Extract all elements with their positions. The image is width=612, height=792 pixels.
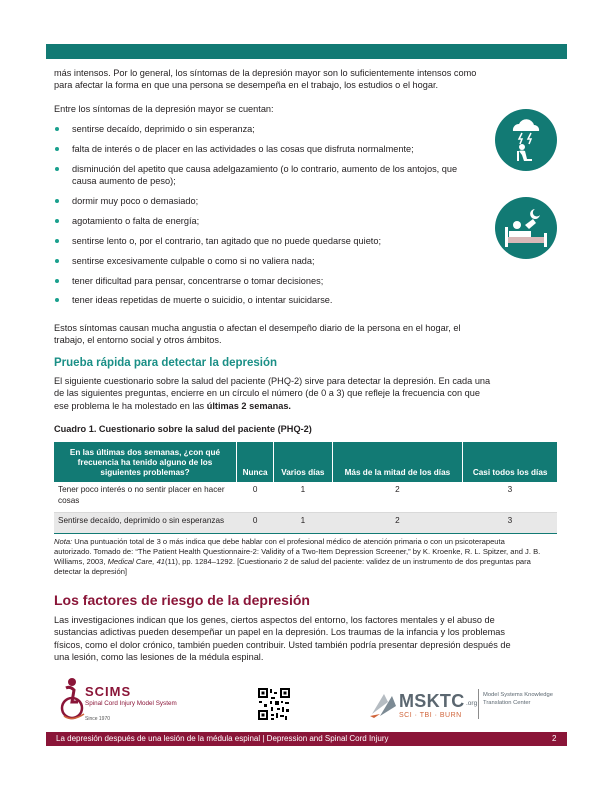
storm-cloud-sad-person-icon xyxy=(495,109,557,171)
list-item: tener ideas repetidas de muerte o suicidio, o intentar suicidarse. xyxy=(54,294,484,306)
bullet-dot xyxy=(55,199,59,203)
score-cell: 0 xyxy=(237,482,274,513)
scims-since: Since 1970 xyxy=(85,716,111,722)
score-cell: 0 xyxy=(237,513,274,534)
logo-divider xyxy=(478,689,479,719)
score-cell: 1 xyxy=(274,513,332,534)
question-cell: Sentirse decaído, deprimido o sin esperanzas xyxy=(54,513,237,534)
score-cell: 2 xyxy=(332,482,463,513)
screening-heading: Prueba rápida para detectar la depresión xyxy=(54,357,278,369)
list-item: sentirse lento o, por el contrario, tan agitado que no puede quedarse quieto; xyxy=(54,235,484,247)
table-note: Nota: Una puntuación total de 3 o más indica que debe hablar con el profesional médico de atención primaria o con un psicoterapeuta autorizado. Tomado de: “The Patient Health Questionnaire-2: Validity of a Two-Item Depression Screener,” by K. Kroenke, R. L. Spitzer, and J. B. Williams, 2003, Medical Care, 41(11), pp. 1284–1292. [Cuestionario 2 de salud del paciente: validez de un instrumento de dos preguntas para detectar la depresión] xyxy=(54,537,541,576)
risk-factors-heading: Los factores de riesgo de la depresión xyxy=(54,592,310,608)
msktc-logo-icon xyxy=(368,686,400,720)
column-header: Nunca xyxy=(237,442,274,482)
bullet-dot xyxy=(55,219,59,223)
question-cell: Tener poco interés o no sentir placer en hacer cosas xyxy=(54,482,237,513)
qr-code-icon xyxy=(257,687,291,721)
bullet-dot xyxy=(55,298,59,302)
table-title: Cuadro 1. Cuestionario sobre la salud del paciente (PHQ-2) xyxy=(54,424,312,434)
table-row xyxy=(54,513,557,534)
bullet-dot xyxy=(55,239,59,243)
list-item: dormir muy poco o demasiado; xyxy=(54,195,484,207)
list-item: tener dificultad para pensar, concentrarse o tomar decisiones; xyxy=(54,275,484,287)
symptoms-summary: Estos síntomas causan mucha angustia o afectan el desempeño diario de la persona en el hogar, el trabajo, el entorno social y otros ámbitos. xyxy=(54,323,461,346)
score-cell: 3 xyxy=(463,482,557,513)
msktc-name: MSKTC xyxy=(399,691,465,711)
page-number: 2 xyxy=(552,734,557,743)
column-header: Casi todos los días xyxy=(463,442,557,482)
list-item: agotamiento o falta de energía; xyxy=(54,215,484,227)
screening-paragraph: El siguiente cuestionario sobre la salud del paciente (PHQ-2) sirve para detectar la depresión. En cada una de las siguientes preguntas, encierre en un círculo el número (de 0 a 3) que refleje la frecuencia con que ese problema le ha molestado en las últimas 2 semanas. xyxy=(54,376,491,411)
sleepless-bed-icon xyxy=(495,197,557,259)
table-header-row xyxy=(54,442,557,482)
column-header: Varios días xyxy=(274,442,332,482)
bullet-dot xyxy=(55,147,59,151)
symptoms-intro: Entre los síntomas de la depresión mayor se cuentan: xyxy=(54,104,274,114)
msktc-fullname: Model Systems Knowledge Translation Center xyxy=(483,692,553,706)
score-cell: 2 xyxy=(332,513,463,534)
score-cell: 1 xyxy=(274,482,332,513)
intro-paragraph: más intensos. Por lo general, los síntomas de la depresión mayor son lo suficientemente intensos como para afectar la forma en que una persona se desempeña en el trabajo, los estudios o el hogar. xyxy=(54,68,477,91)
score-cell: 3 xyxy=(463,513,557,534)
top-accent-bar xyxy=(46,44,567,59)
list-item: disminución del apetito que causa adelgazamiento (o lo contrario, aumento de los antojos, que causa aumento de peso); xyxy=(54,163,484,188)
list-item: falta de interés o de placer en las actividades o las cosas que disfruta normalmente; xyxy=(54,143,484,155)
column-header: En las últimas dos semanas, ¿con qué frecuencia ha tenido alguno de los siguientes problemas? xyxy=(54,442,237,482)
scims-subtitle: Spinal Cord Injury Model System xyxy=(85,700,177,707)
bullet-dot xyxy=(55,127,59,131)
msktc-org: .org xyxy=(466,700,478,707)
scims-name: SCIMS xyxy=(85,684,132,699)
bullet-dot xyxy=(55,259,59,263)
table-row xyxy=(54,482,557,513)
symptom-list xyxy=(54,123,484,314)
msktc-subtitle: SCI · TBI · BURN xyxy=(399,712,462,719)
column-header: Más de la mitad de los días xyxy=(332,442,463,482)
list-item: sentirse decaído, deprimido o sin esperanza; xyxy=(54,123,484,135)
footer-title: La depresión después de una lesión de la médula espinal | Depression and Spinal Cord Injury xyxy=(56,734,389,743)
risk-factors-paragraph: Las investigaciones indican que los genes, ciertos aspectos del entorno, los factores mentales y el abuso de sustancias adictivas pueden desempeñar un papel en la depresión. Los traumas de la infancia y los problemas físicos, como el dolor crónico, también pueden contribuir. Usted también podría presentar depresión después de una lesión, como las lesiones de la médula espinal. xyxy=(54,615,511,662)
bullet-dot xyxy=(55,167,59,171)
list-item: sentirse excesivamente culpable o como si no valiera nada; xyxy=(54,255,484,267)
scims-logo-icon xyxy=(58,676,198,722)
phq2-table xyxy=(54,442,557,534)
bullet-dot xyxy=(55,279,59,283)
